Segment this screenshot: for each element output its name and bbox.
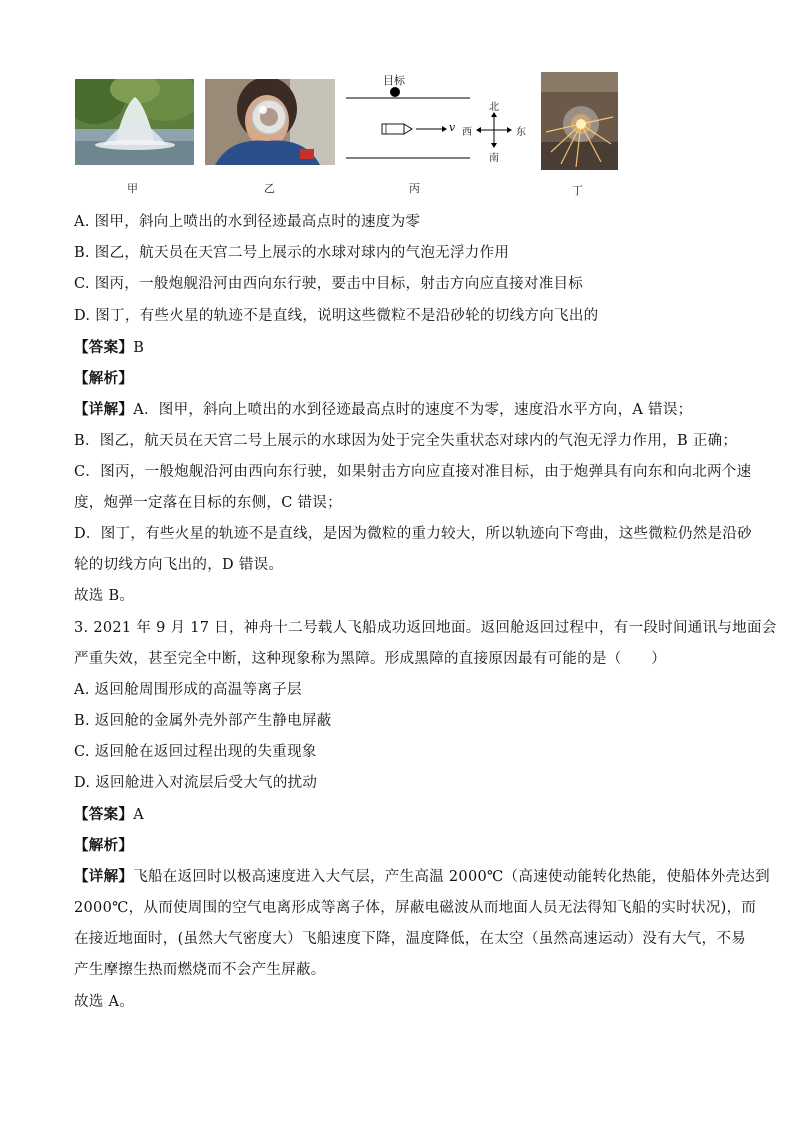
q3-detail-line <box>74 867 770 887</box>
figures-row <box>0 0 794 200</box>
fountain-photo <box>75 79 194 165</box>
q2-conclusion: 故选 B。 <box>74 588 135 604</box>
q2-detail-line: B．图乙，航天员在天宫二号上展示的水球因为处于完全失重状态对球内的气泡无浮力作用，B 正确； <box>74 433 738 449</box>
grinding-sparks-photo <box>541 72 618 170</box>
q2-detail-line: 轮的切线方向飞出的，D 错误。 <box>74 557 284 573</box>
q3-stem-line: 3. 2021 年 9 月 17 日，神舟十二号载人飞船成功返回地面。返回舱返回过程中，有一段时间通讯与地面会 <box>74 620 777 636</box>
q3-detail-line: 产生摩擦生热而燃烧而不会产生屏蔽。 <box>74 962 326 978</box>
compass-east: 东 <box>516 127 526 138</box>
compass-south: 南 <box>489 153 499 164</box>
q3-detail-line: 在接近地面时，(虽然大气密度大）飞船速度下降，温度降低，在太空（虽然高速运动）没有大气，不易 <box>74 931 746 947</box>
compass-north: 北 <box>489 102 499 113</box>
q3-option-c: C. 返回舱在返回过程出现的失重现象 <box>74 744 317 760</box>
q3-option-b: B. 返回舱的金属外壳外部产生静电屏蔽 <box>74 713 332 729</box>
q2-detail-line: 度，炮弹一定落在目标的东侧，C 错误； <box>74 495 342 511</box>
target-label: 目标 <box>383 74 405 87</box>
q3-detail-line: 2000℃，从而使周围的空气电离形成等离子体，屏蔽电磁波从而地面人员无法得知飞船的实时状况)，而 <box>74 900 757 916</box>
detail-text: A．图甲，斜向上喷出的水到径迹最高点时的速度不为零，速度沿水平方向，A 错误； <box>133 402 693 418</box>
velocity-label: v <box>449 121 456 134</box>
figure-caption-jia: 甲 <box>127 182 138 195</box>
gunboat-diagram <box>340 70 540 170</box>
q2-answer <box>74 338 144 358</box>
detail-tag: 【详解】 <box>74 401 134 418</box>
q2-option-a: A. 图甲，斜向上喷出的水到径迹最高点时的速度为零 <box>74 214 421 230</box>
q2-detail-line <box>74 400 692 420</box>
answer-tag: 【答案】 <box>74 806 134 823</box>
answer-value: A <box>133 807 144 823</box>
q3-option-a: A. 返回舱周围形成的高温等离子层 <box>74 682 302 698</box>
gunboat-icon <box>382 124 404 134</box>
q3-option-d: D. 返回舱进入对流层后受大气的扰动 <box>74 775 318 791</box>
detail-text: 飞船在返回时以极高速度进入大气层，产生高温 2000℃（高速使动能转化热能，使船体外壳达到 <box>133 869 770 885</box>
target-dot <box>390 87 400 97</box>
q2-analysis-tag: 【解析】 <box>74 370 134 387</box>
q3-stem-line: 严重失效，甚至完全中断，这种现象称为黑障。形成黑障的直接原因最有可能的是（ ） <box>74 651 666 667</box>
water-ball-photo <box>205 79 335 165</box>
q2-detail-line: D．图丁，有些火星的轨迹不是直线，是因为微粒的重力较大，所以轨迹向下弯曲，这些微粒仍然是沿砂 <box>74 526 752 542</box>
q3-conclusion: 故选 A。 <box>74 994 135 1010</box>
q2-detail-line: C．图丙，一般炮舰沿河由西向东行驶，如果射击方向应直接对准目标，由于炮弹具有向东和向北两个速 <box>74 464 752 480</box>
figure-caption-bing: 丙 <box>409 182 420 195</box>
q2-option-b: B. 图乙，航天员在天宫二号上展示的水球对球内的气泡无浮力作用 <box>74 245 510 261</box>
figure-caption-ding: 丁 <box>572 184 583 197</box>
answer-value: B <box>133 340 145 356</box>
q3-analysis-tag: 【解析】 <box>74 837 134 854</box>
q2-option-d: D. 图丁，有些火星的轨迹不是直线，说明这些微粒不是沿砂轮的切线方向飞出的 <box>74 308 599 324</box>
answer-tag: 【答案】 <box>74 339 134 356</box>
detail-tag: 【详解】 <box>74 868 134 885</box>
figure-caption-yi: 乙 <box>264 182 275 195</box>
compass-west: 西 <box>462 127 472 138</box>
q2-option-c: C. 图丙，一般炮舰沿河由西向东行驶，要击中目标，射击方向应直接对准目标 <box>74 276 584 292</box>
q3-answer <box>74 805 144 825</box>
